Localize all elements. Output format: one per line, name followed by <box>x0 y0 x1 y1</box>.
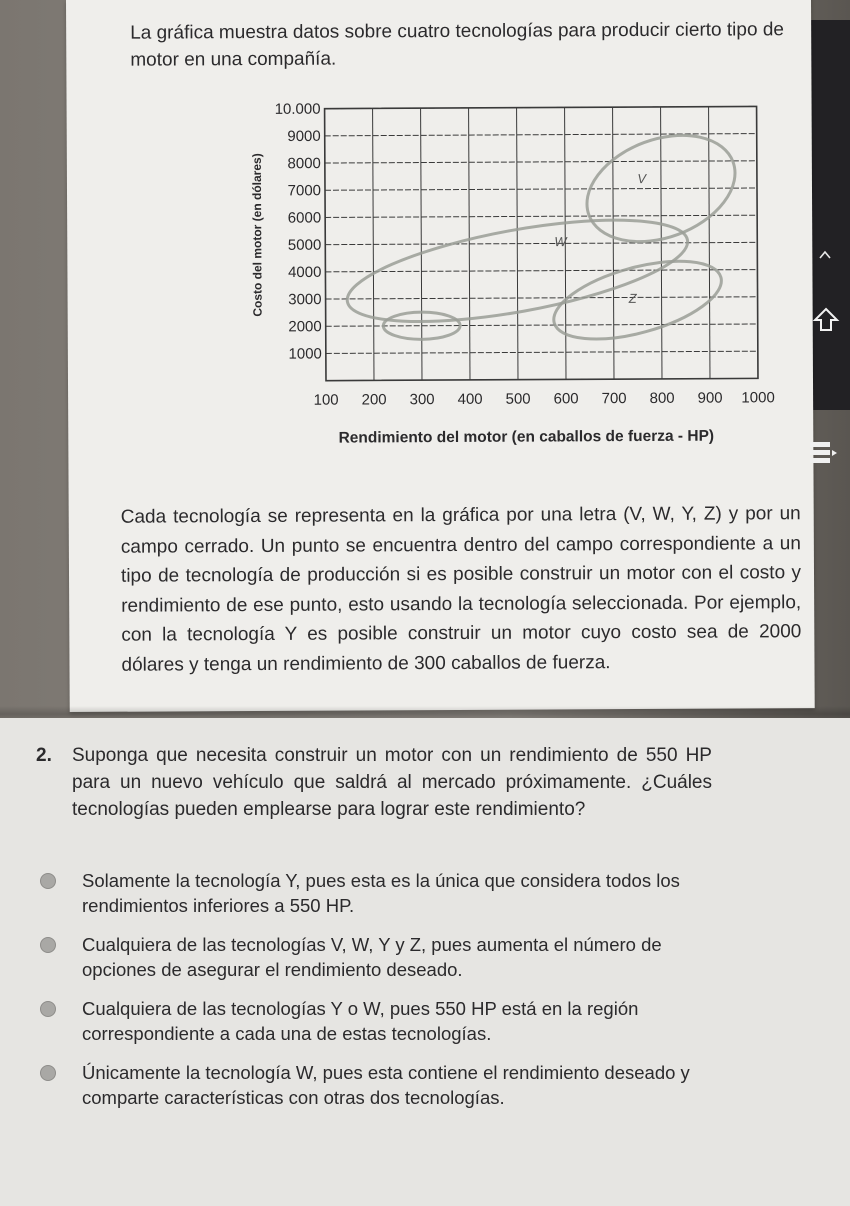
y-gridline <box>325 161 757 163</box>
region-label-z: Z <box>628 290 637 306</box>
question-text: Suponga que necesita construir un motor con un rendimiento de 550 HP para un nuevo vehículo que saldrá al mercado próximamente. ¿Cuáles tecnologías pueden emplearse para lograr este rendimiento? <box>72 745 712 820</box>
x-tick-label: 800 <box>649 389 675 407</box>
y-gridline <box>326 351 758 353</box>
y-tick-label: 5000 <box>287 236 322 254</box>
x-tick-label: 100 <box>313 391 339 409</box>
x-tick-label: 1000 <box>741 389 775 407</box>
option-b-radio[interactable] <box>40 937 56 953</box>
y-gridline <box>326 324 758 326</box>
y-gridline <box>325 270 757 272</box>
y-gridline <box>325 188 757 190</box>
y-gridline <box>326 297 758 299</box>
y-axis-label: Costo del motor (en dólares) <box>249 153 265 317</box>
y-gridline <box>325 242 757 244</box>
option-d-text: Únicamente la tecnología W, pues esta contiene el rendimiento deseado y comparte características con otras dos tecnologías. <box>82 1062 690 1108</box>
y-tick-label: 2000 <box>288 318 322 336</box>
option-d-radio[interactable] <box>40 1065 56 1081</box>
x-tick-label: 200 <box>361 391 387 409</box>
worksheet-top <box>66 0 815 712</box>
x-tick-label: 400 <box>457 390 483 408</box>
x-tick-label: 300 <box>409 391 435 409</box>
option-c-text: Cualquiera de las tecnologías Y o W, pues 550 HP está en la región correspondiente a cada una de estas tecnologías. <box>82 998 639 1044</box>
y-tick-label: 7000 <box>287 182 322 200</box>
x-axis-label: Rendimiento del motor (en caballos de fuerza - HP) <box>338 427 715 447</box>
option-b-text: Cualquiera de las tecnologías V, W, Y y Z, pues aumenta el número de opciones de asegurar el rendimiento deseado. <box>82 934 662 980</box>
cost-performance-chart <box>156 88 798 461</box>
chart-svg <box>156 88 798 461</box>
y-tick-label: 1000 <box>288 345 322 363</box>
option-a-radio[interactable] <box>40 873 56 889</box>
arrow-up-icon[interactable] <box>812 306 840 334</box>
y-tick-label: 4000 <box>288 263 322 282</box>
y-tick-label: 6000 <box>287 209 322 227</box>
option-a-text: Solamente la tecnología Y, pues esta es la única que considera todos los rendimientos inferiores a 550 HP. <box>82 870 680 916</box>
region-label-v: V <box>637 171 647 187</box>
y-tick-label: 10.000 <box>274 100 321 118</box>
x-tick-label: 500 <box>505 390 531 408</box>
layers-icon[interactable] <box>808 440 838 466</box>
intro-text: La gráfica muestra datos sobre cuatro tecnologías para producir cierto tipo de motor en una compañía. <box>130 19 784 71</box>
y-tick-label: 9000 <box>287 127 321 146</box>
y-gridline <box>325 215 757 217</box>
option-c-radio[interactable] <box>40 1001 56 1017</box>
x-tick-label: 600 <box>553 390 579 408</box>
caret-up-icon[interactable] <box>818 248 832 262</box>
question-number: 2. <box>36 745 52 766</box>
x-tick-label: 900 <box>697 389 723 407</box>
region-label-w: W <box>554 234 567 250</box>
description-text: Cada tecnología se representa en la gráfica por una letra (V, W, Y, Z) y por un campo cerrado. Un punto se encuentra dentro del campo correspondiente a un tipo de tecnología de producción si es posible construir un motor con el costo y rendimiento de ese punto, esto usando la tecnología seleccionada. Por ejemplo, con la tecnología Y es posible construir un motor cuyo costo sea de 2000 dólares y tenga un rendimiento de 300 caballos de fuerza. <box>120 503 802 676</box>
y-tick-label: 8000 <box>287 155 321 173</box>
x-tick-label: 700 <box>601 390 627 408</box>
y-tick-label: 3000 <box>288 291 322 309</box>
